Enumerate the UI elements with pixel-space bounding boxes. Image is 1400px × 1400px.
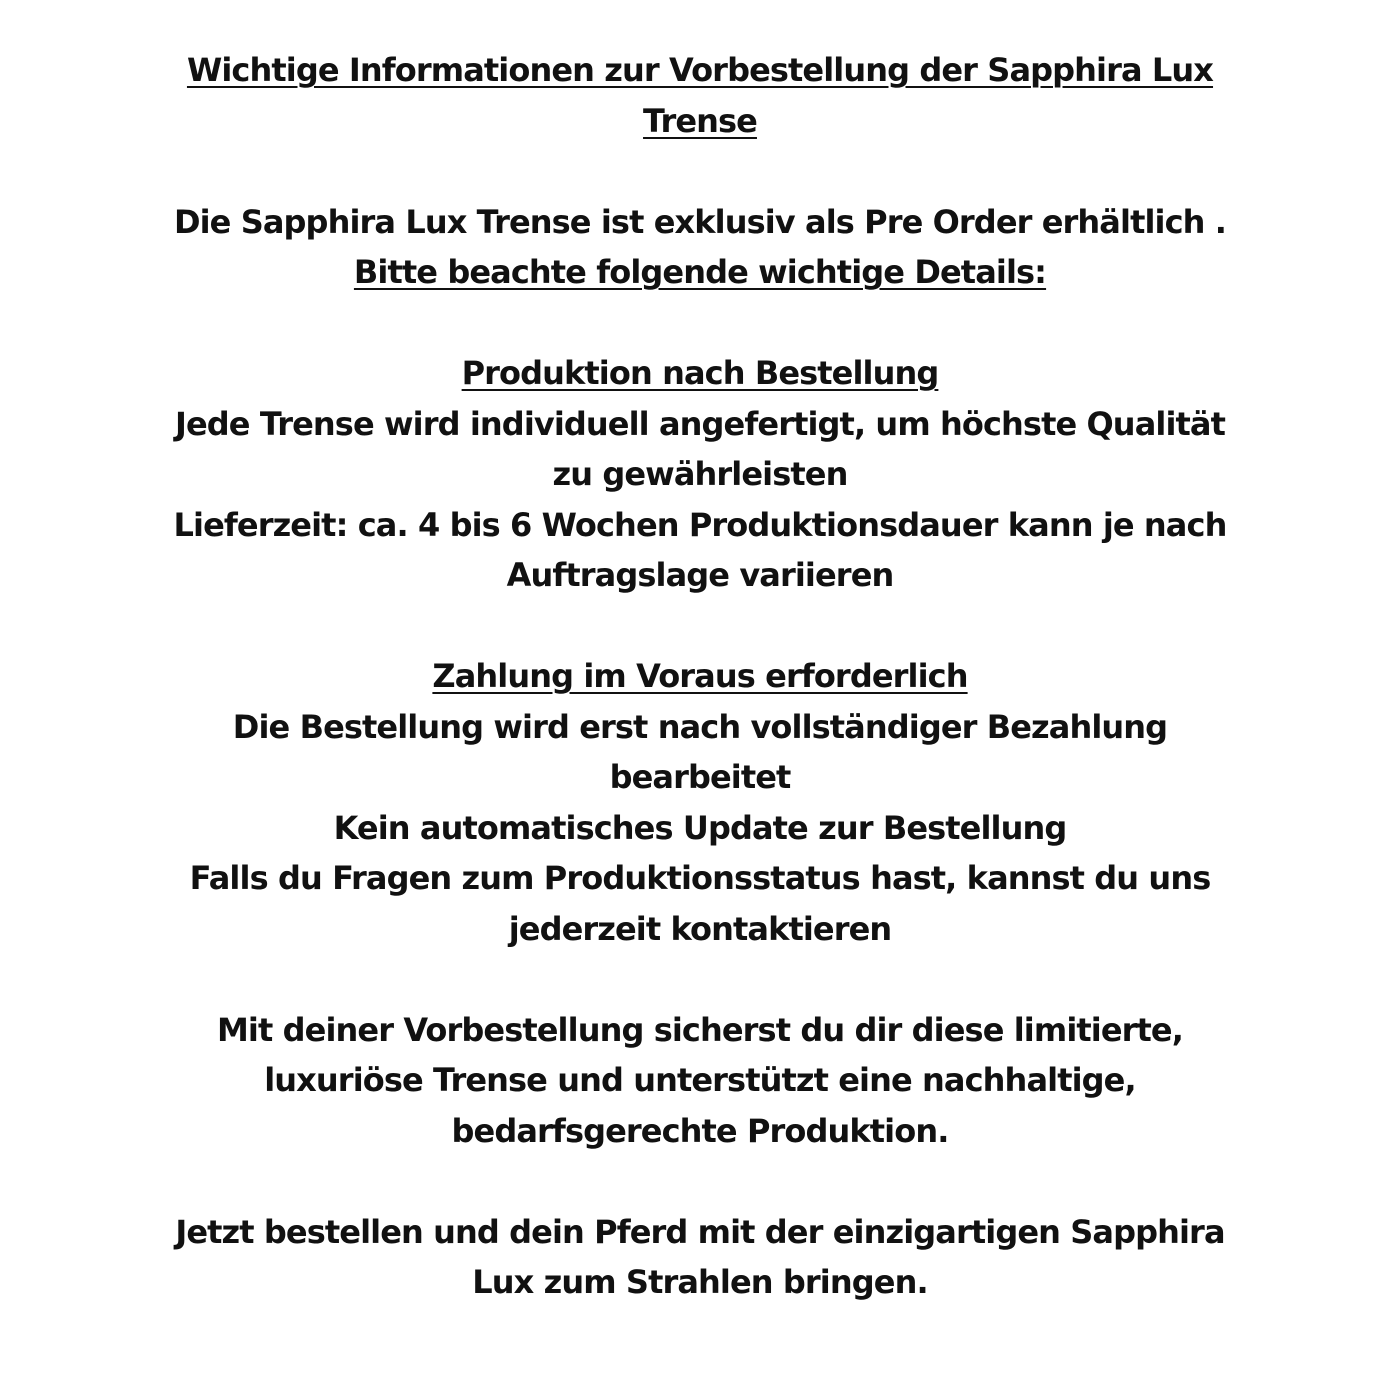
payment-text-line-1: Die Bestellung wird erst nach vollständiger Bezahlung [232, 707, 1168, 746]
cta-text-line-1: Jetzt bestellen und dein Pferd mit der einzigartigen Sapphira [175, 1212, 1225, 1251]
delivery-time-line-1: Lieferzeit: ca. 4 bis 6 Wochen Produktionsdauer kann je nach [173, 505, 1227, 544]
closing-text-line-2: luxuriöse Trense und unterstützt eine nachhaltige, [264, 1061, 1136, 1099]
contact-text-line-1: Falls du Fragen zum Produktionsstatus hast, kannst du uns [189, 859, 1211, 897]
intro-text: Die Sapphira Lux Trense ist exklusiv als Pre Order erhältlich . [173, 202, 1227, 241]
payment-heading: Zahlung im Voraus erforderlich [432, 657, 968, 695]
closing-text-line-3: bedarfsgerechte Produktion. [451, 1111, 949, 1150]
production-text-line-2: zu gewährleisten [552, 455, 848, 493]
spacer [130, 954, 1270, 1005]
document-title-line-2: Trense [643, 101, 757, 140]
delivery-time-line-2: Auftragslage variieren [506, 556, 894, 594]
info-document [130, 45, 1270, 1308]
production-text-line-1: Jede Trense wird individuell angefertigt, um höchste Qualität [174, 404, 1226, 443]
cta-text-line-2: Lux zum Strahlen bringen. [472, 1263, 928, 1301]
contact-text-line-2: jederzeit kontaktieren [508, 909, 892, 948]
production-heading: Produktion nach Bestellung [461, 354, 939, 392]
spacer [130, 146, 1270, 197]
spacer [130, 1156, 1270, 1207]
document-title-line-1: Wichtige Informationen zur Vorbestellung der Sapphira Lux [186, 51, 1214, 89]
closing-text-line-1: Mit deiner Vorbestellung sicherst du dir diese limitierte, [216, 1010, 1183, 1049]
spacer [130, 298, 1270, 349]
payment-text-line-2: bearbeitet [609, 758, 791, 796]
spacer [130, 601, 1270, 652]
no-update-text: Kein automatisches Update zur Bestellung [333, 808, 1067, 847]
details-subheading: Bitte beachte folgende wichtige Details: [353, 253, 1047, 291]
